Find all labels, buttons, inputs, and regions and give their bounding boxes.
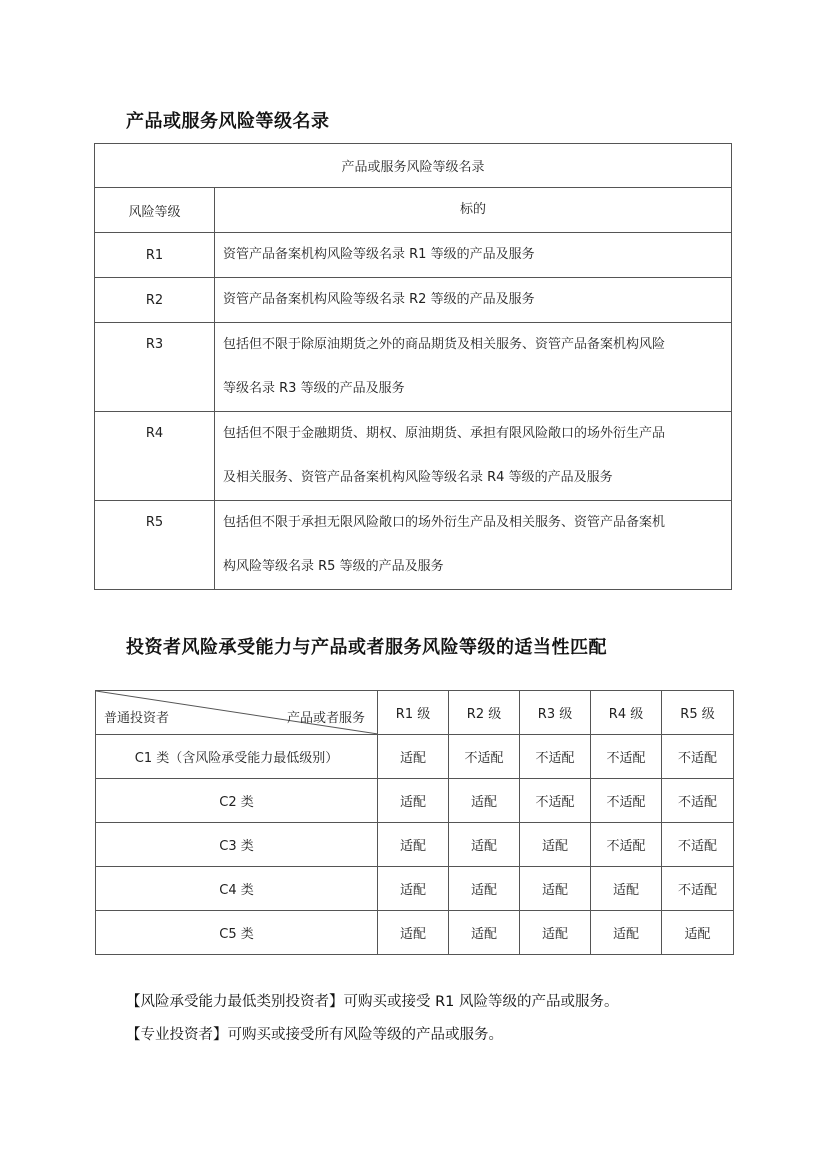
target-line: 及相关服务、资管产品备案机构风险等级名录 R4 等级的产品及服务 (223, 470, 613, 485)
match-cell: 适配 (378, 735, 449, 779)
match-cell: 适配 (449, 823, 520, 867)
target-line: 构风险等级名录 R5 等级的产品及服务 (223, 559, 444, 574)
suitability-matrix-table (95, 690, 734, 955)
column-header-level: 风险等级 (95, 188, 215, 233)
target-line: 包括但不限于除原油期货之外的商品期货及相关服务、资管产品备案机构风险 (223, 337, 666, 352)
target-line: 资管产品备案机构风险等级名录 R2 等级的产品及服务 (223, 292, 535, 307)
match-cell: 适配 (378, 779, 449, 823)
risk-level-cell: R5 (95, 501, 215, 590)
match-cell: 适配 (662, 911, 734, 955)
target-cell (215, 412, 732, 501)
table-row (96, 911, 734, 955)
table-row (96, 779, 734, 823)
match-cell: 适配 (520, 823, 591, 867)
target-line: 等级名录 R3 等级的产品及服务 (223, 381, 405, 396)
target-cell (215, 233, 732, 278)
investor-class-cell: C1 类（含风险承受能力最低级别） (96, 735, 378, 779)
match-cell: 适配 (520, 911, 591, 955)
column-header-target: 标的 (215, 188, 732, 233)
match-cell: 不适配 (520, 779, 591, 823)
risk-level-cell: R3 (95, 323, 215, 412)
investor-class-cell: C2 类 (96, 779, 378, 823)
match-cell: 不适配 (662, 823, 734, 867)
table-row (95, 412, 732, 501)
match-cell: 适配 (378, 867, 449, 911)
section1-heading: 产品或服务风险等级名录 (126, 111, 330, 132)
table-row (95, 501, 732, 590)
column-header-r1: R1 级 (378, 691, 449, 735)
match-cell: 不适配 (662, 779, 734, 823)
match-cell: 适配 (449, 779, 520, 823)
match-cell: 不适配 (662, 867, 734, 911)
corner-header-cell (96, 691, 378, 735)
investor-class-cell: C5 类 (96, 911, 378, 955)
table-row (96, 867, 734, 911)
match-cell: 适配 (449, 911, 520, 955)
column-header-r5: R5 级 (662, 691, 734, 735)
table-title: 产品或服务风险等级名录 (95, 144, 732, 188)
target-line: 包括但不限于承担无限风险敞口的场外衍生产品及相关服务、资管产品备案机 (223, 515, 666, 530)
corner-label-investor: 普通投资者 (104, 711, 170, 726)
risk-level-cell: R4 (95, 412, 215, 501)
table-row (96, 823, 734, 867)
table-row (95, 323, 732, 412)
match-cell: 适配 (449, 867, 520, 911)
match-cell: 适配 (520, 867, 591, 911)
match-cell: 不适配 (591, 779, 662, 823)
table-row (95, 278, 732, 323)
investor-class-cell: C3 类 (96, 823, 378, 867)
match-cell: 不适配 (520, 735, 591, 779)
risk-level-cell: R2 (95, 278, 215, 323)
column-header-r4: R4 级 (591, 691, 662, 735)
column-header-r3: R3 级 (520, 691, 591, 735)
match-cell: 适配 (378, 823, 449, 867)
risk-level-cell: R1 (95, 233, 215, 278)
table-row (95, 233, 732, 278)
match-cell: 不适配 (591, 735, 662, 779)
investor-class-cell: C4 类 (96, 867, 378, 911)
target-cell (215, 323, 732, 412)
target-line: 资管产品备案机构风险等级名录 R1 等级的产品及服务 (223, 247, 535, 262)
column-header-r2: R2 级 (449, 691, 520, 735)
risk-level-table (94, 143, 732, 590)
match-cell: 不适配 (662, 735, 734, 779)
target-cell (215, 278, 732, 323)
section2-heading: 投资者风险承受能力与产品或者服务风险等级的适当性匹配 (126, 637, 607, 658)
match-cell: 适配 (378, 911, 449, 955)
note-lowest-risk-investor: 【风险承受能力最低类别投资者】可购买或接受 R1 风险等级的产品或服务。 (126, 994, 619, 1010)
table-row (96, 735, 734, 779)
corner-label-product: 产品或者服务 (286, 711, 365, 726)
match-cell: 适配 (591, 911, 662, 955)
match-cell: 适配 (591, 867, 662, 911)
match-cell: 不适配 (449, 735, 520, 779)
target-cell (215, 501, 732, 590)
target-line: 包括但不限于金融期货、期权、原油期货、承担有限风险敞口的场外衍生产品 (223, 426, 666, 441)
note-professional-investor: 【专业投资者】可购买或接受所有风险等级的产品或服务。 (126, 1027, 503, 1043)
match-cell: 不适配 (591, 823, 662, 867)
